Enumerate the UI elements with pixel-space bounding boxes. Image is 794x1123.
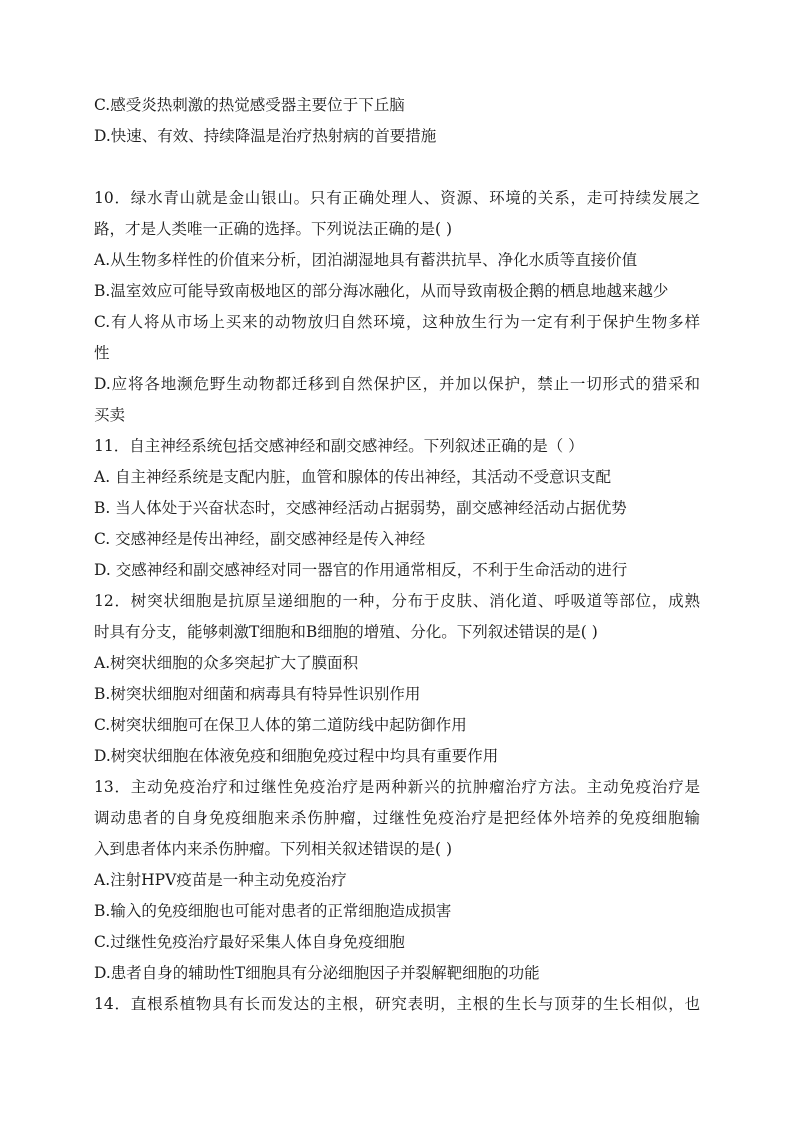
question-14-stem-line1: 14．直根系植物具有长而发达的主根，研究表明，主根的生长与顶芽的生长相似，也 <box>94 995 700 1013</box>
question-11-option-b: B. 当人体处于兴奋状态时，交感神经活动占据弱势，副交感神经活动占据优势 <box>94 499 627 517</box>
question-12-stem-line1: 12．树突状细胞是抗原呈递细胞的一种，分布于皮肤、消化道、呼吸道等部位，成熟 <box>94 592 700 610</box>
question-10-option-b: B.温室效应可能导致南极地区的部分海冰融化，从而导致南极企鹅的栖息地越来越少 <box>94 282 669 300</box>
question-10-option-d-line2: 买卖 <box>94 406 126 424</box>
question-11-option-d: D. 交感神经和副交感神经对同一器官的作用通常相反，不利于生命活动的进行 <box>94 561 628 579</box>
blank-line <box>94 152 700 183</box>
question-11-stem: 11．自主神经系统包括交感神经和副交感神经。下列叙述正确的是（ ） <box>94 437 584 455</box>
question-12-option-c: C.树突状细胞可在保卫人体的第二道防线中起防御作用 <box>94 716 467 734</box>
question-10-stem-line1: 10．绿水青山就是金山银山。只有正确处理人、资源、环境的关系，走可持续发展之 <box>94 189 700 207</box>
question-13-stem-line2: 调动患者的自身免疫细胞来杀伤肿瘤，过继性免疫治疗是把经体外培养的免疫细胞输 <box>94 809 700 827</box>
question-13-option-b: B.输入的免疫细胞也可能对患者的正常细胞造成损害 <box>94 902 452 920</box>
option-d-q9: D.快速、有效、持续降温是治疗热射病的首要措施 <box>94 127 437 145</box>
question-13-stem-line1: 13．主动免疫治疗和过继性免疫治疗是两种新兴的抗肿瘤治疗方法。主动免疫治疗是 <box>94 778 700 796</box>
question-10-stem-line2: 路，才是人类唯一正确的选择。下列说法正确的是( ) <box>94 220 453 238</box>
question-12-option-b: B.树突状细胞对细菌和病毒具有特异性识别作用 <box>94 685 421 703</box>
question-13-option-d: D.患者自身的辅助性T细胞具有分泌细胞因子并裂解靶细胞的功能 <box>94 964 540 982</box>
question-13-option-c: C.过继性免疫治疗最好采集人体自身免疫细胞 <box>94 933 405 951</box>
question-11-option-a: A. 自主神经系统是支配内脏，血管和腺体的传出神经，其活动不受意识支配 <box>94 468 612 486</box>
question-11-option-c: C. 交感神经是传出神经，副交感神经是传入神经 <box>94 530 426 548</box>
question-13-option-a: A.注射HPV疫苗是一种主动免疫治疗 <box>94 871 347 889</box>
question-10-option-d-line1: D.应将各地濒危野生动物都迁移到自然保护区，并加以保护，禁止一切形式的猎采和 <box>94 375 700 393</box>
question-10-option-c-line2: 性 <box>94 344 110 362</box>
option-c-q9: C.感受炎热刺激的热觉感受器主要位于下丘脑 <box>94 96 405 114</box>
document-content <box>94 90 700 1020</box>
question-10-option-c-line1: C.有人将从市场上买来的动物放归自然环境，这种放生行为一定有利于保护生物多样 <box>94 313 700 331</box>
question-12-option-d: D.树突状细胞在体液免疫和细胞免疫过程中均具有重要作用 <box>94 747 499 765</box>
question-12-option-a: A.树突状细胞的众多突起扩大了膜面积 <box>94 654 359 672</box>
question-10-option-a: A.从生物多样性的价值来分析，团泊湖湿地具有蓄洪抗旱、净化水质等直接价值 <box>94 251 638 269</box>
question-13-stem-line3: 入到患者体内来杀伤肿瘤。下列相关叙述错误的是( ) <box>94 840 453 858</box>
question-12-stem-line2: 时具有分支，能够刺激T细胞和B细胞的增殖、分化。下列叙述错误的是( ) <box>94 623 598 641</box>
